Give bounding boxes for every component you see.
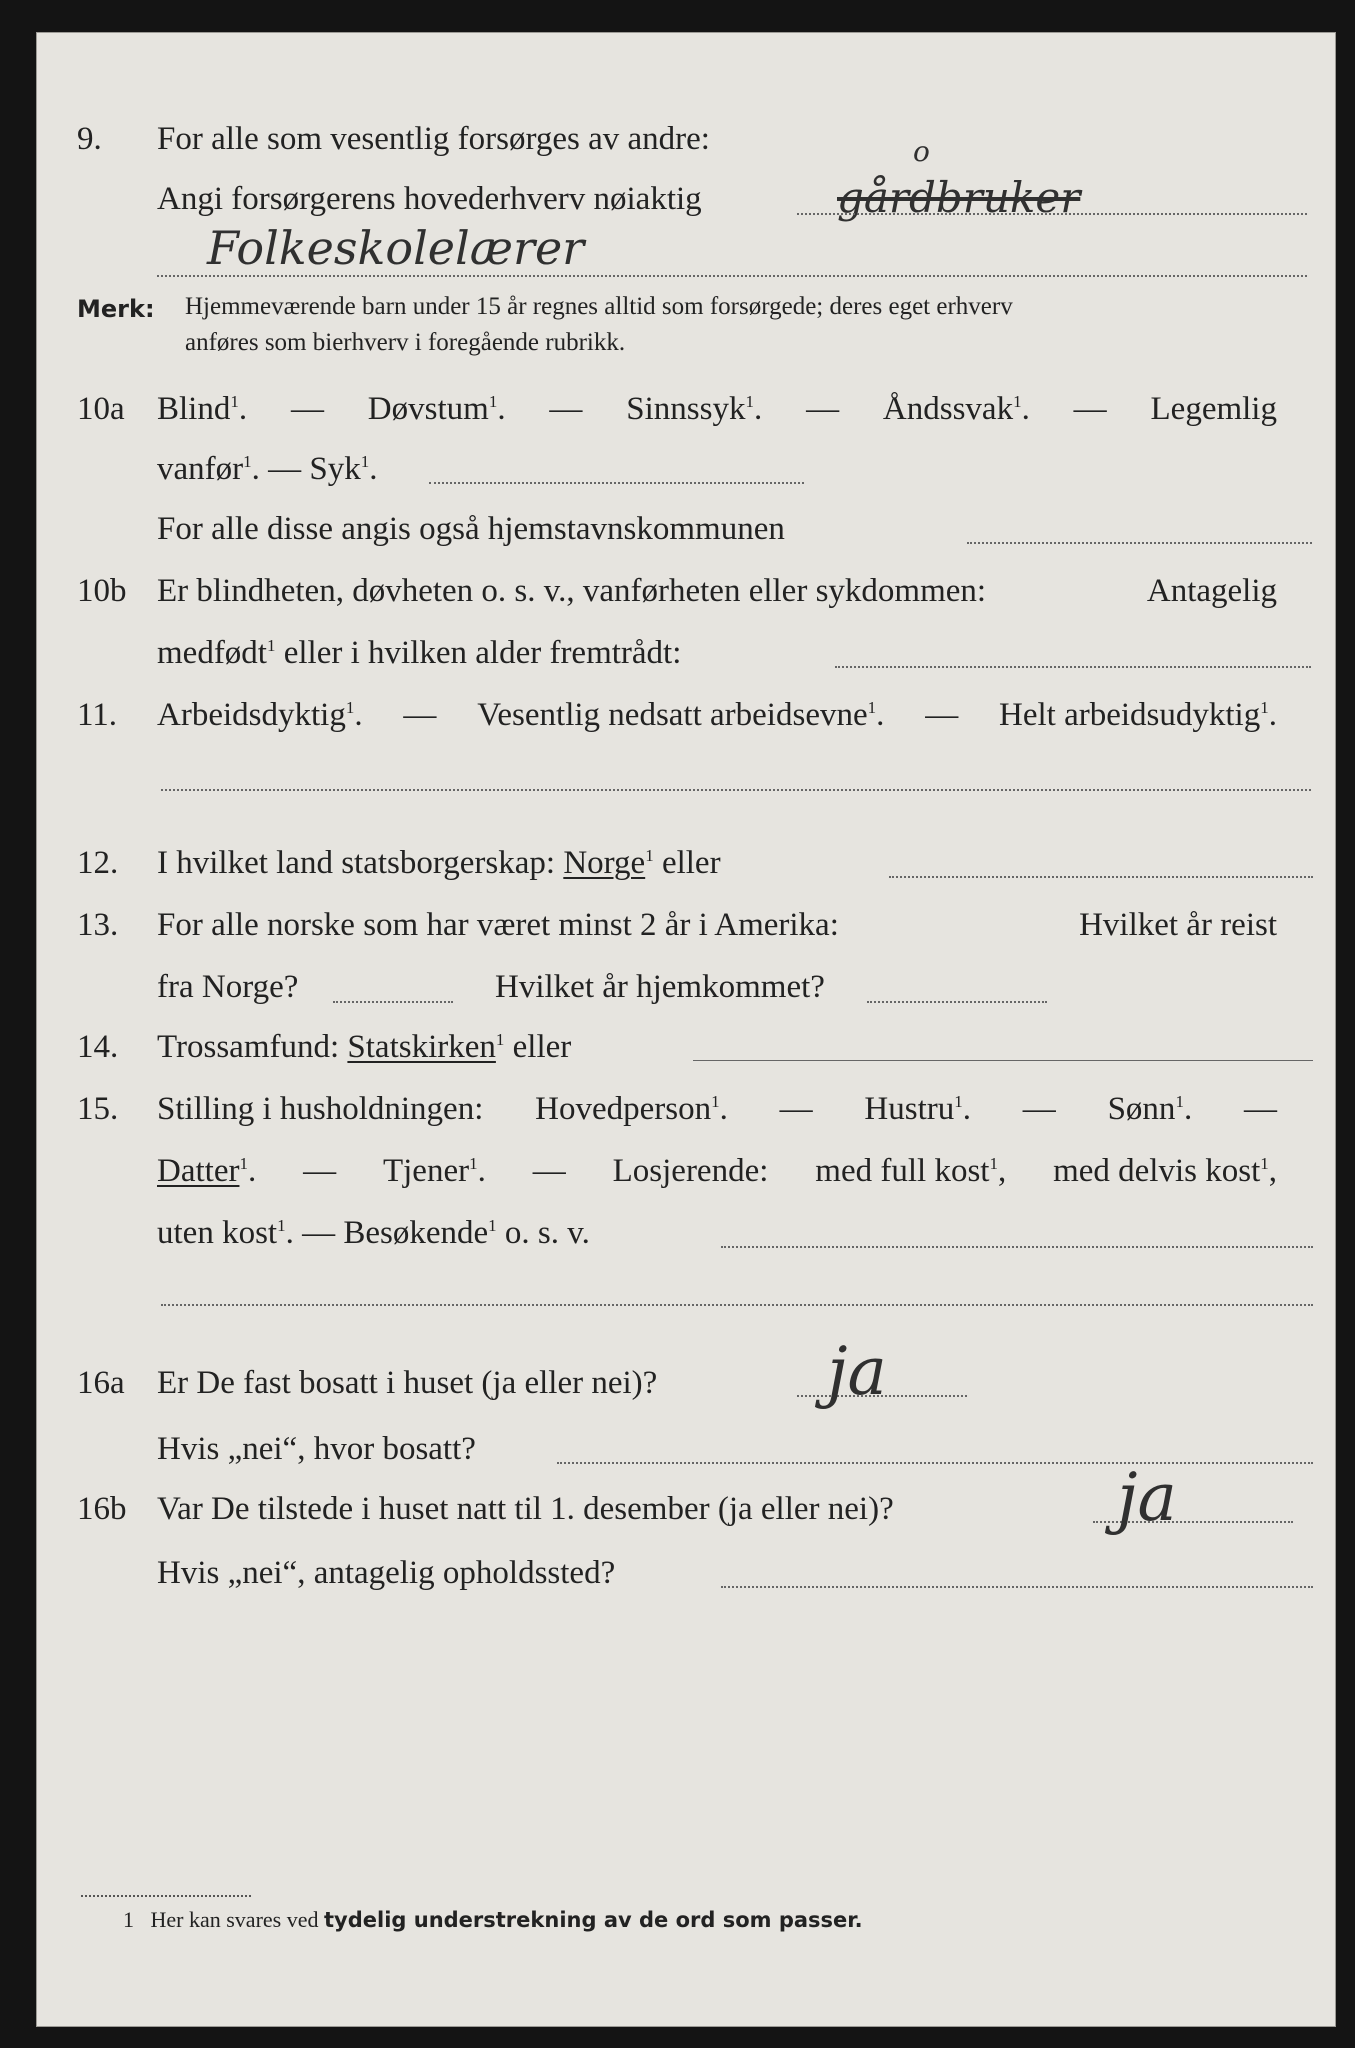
option-blind: Blind (157, 391, 231, 427)
option-vanfor: vanfør (157, 451, 244, 487)
q9-number: 9. (77, 121, 102, 157)
q9-question: For alle som vesentlig forsørges av andre: (157, 121, 710, 157)
q9-answer-line[interactable] (797, 213, 1307, 215)
q10a-number: 10a (77, 391, 125, 427)
merk-text-2: anføres som bierhverv i foregående rubrikk. (185, 329, 626, 356)
option-statskirken: Statskirken (347, 1029, 496, 1065)
q12-number: 12. (77, 845, 119, 881)
option-losjerende: Losjerende: (612, 1153, 769, 1189)
option-legemlig: Legemlig (1150, 391, 1277, 427)
q13-question-end: Hvilket år reist (1079, 907, 1277, 943)
q10b-age-label: eller i hvilken alder fremtrådt: (283, 635, 682, 671)
option-arbeidsdyktig: Arbeidsdyktig (157, 697, 346, 733)
footnote-divider (81, 1895, 251, 1897)
q10a-municipality-line[interactable] (967, 542, 1312, 544)
q15-answer-line-2[interactable] (161, 1304, 1313, 1306)
q16b-question: Var De tilstede i huset natt til 1. desember (ja eller nei)? (157, 1491, 894, 1527)
merk-text-1: Hjemmeværende barn under 15 år regnes alltid som forsørgede; deres eget erhverv (185, 293, 1013, 320)
q15-label: Stilling i husholdningen: (157, 1091, 484, 1127)
option-hovedperson: Hovedperson (535, 1091, 712, 1127)
q10b-question: Er blindheten, døvheten o. s. v., vanførheten eller sykdommen: (157, 573, 987, 609)
q9-handwriting-answer: Folkeskolelærer (207, 221, 585, 275)
q16a-number: 16a (77, 1365, 125, 1401)
q14-or: eller (512, 1029, 572, 1065)
q10a-answer-line[interactable] (429, 482, 804, 484)
q13-number: 13. (77, 907, 119, 943)
merk-label: Merk: (77, 295, 155, 323)
footnote (123, 1907, 863, 1933)
q16b-handwriting-answer: ja (1117, 1459, 1177, 1536)
q16b-number: 16b (77, 1491, 127, 1527)
option-full-kost: med full kost (815, 1153, 990, 1189)
q16a-handwriting-answer: ja (827, 1333, 887, 1410)
option-besokende: Besøkende (343, 1215, 489, 1251)
option-sonn: Sønn (1107, 1091, 1176, 1127)
option-norge: Norge (563, 845, 646, 881)
q10b-question-end: Antagelig (1146, 573, 1277, 609)
q15-etc: o. s. v. (504, 1215, 590, 1251)
option-arbeidsudyktig: Helt arbeidsudyktig (999, 697, 1261, 733)
q11-number: 11. (77, 697, 118, 733)
footnote-text: Her kan svares ved (150, 1907, 319, 1932)
q11-answer-line[interactable] (161, 789, 1311, 791)
option-dovstum: Døvstum (367, 391, 489, 427)
option-delvis-kost: med delvis kost (1053, 1153, 1261, 1189)
footnote-bold-text: tydelig understrekning av de ord som passer. (324, 1908, 863, 1932)
q13-returned-label: Hvilket år hjemkommet? (495, 969, 825, 1005)
q16b-stay-line[interactable] (721, 1586, 1313, 1588)
option-nedsatt: Vesentlig nedsatt arbeidsevne (477, 697, 868, 733)
q16b-stay-label: Hvis „nei“, antagelig opholdssted? (157, 1555, 616, 1591)
q10b-answer-line[interactable] (835, 666, 1311, 668)
q14-label: Trossamfund: (157, 1029, 340, 1065)
q10a-home-municipality-label: For alle disse angis også hjemstavnskommunen (157, 511, 785, 547)
q14-number: 14. (77, 1029, 119, 1065)
q13-question: For alle norske som har været minst 2 år i Amerika: (157, 907, 839, 943)
option-syk: Syk (309, 451, 361, 487)
option-hustru: Hustru (864, 1091, 955, 1127)
q16a-where-line[interactable] (557, 1462, 1313, 1464)
footnote-number: 1 (123, 1907, 134, 1932)
q13-departed-line[interactable] (333, 1001, 453, 1003)
option-tjener: Tjener (382, 1153, 470, 1189)
q12-or: eller (661, 845, 721, 881)
q9-handwriting-struck: gårdbruker (837, 173, 1081, 222)
q10b-congenital: medfødt (157, 635, 267, 671)
q9-provider-label: Angi forsørgerens hovederhverv nøiaktig (157, 181, 702, 217)
option-datter: Datter (157, 1153, 240, 1189)
q13-returned-line[interactable] (867, 1001, 1047, 1003)
q14-answer-line[interactable] (693, 1060, 1313, 1061)
option-sinnssyk: Sinnssyk (626, 391, 746, 427)
q12-question: I hvilket land statsborgerskap: (157, 845, 556, 881)
option-uten-kost: uten kost (157, 1215, 278, 1251)
option-andssvak: Åndssvak (882, 391, 1014, 427)
q15-number: 15. (77, 1091, 119, 1127)
q10b-number: 10b (77, 573, 127, 609)
q12-answer-line[interactable] (889, 876, 1313, 878)
q9-handwriting-mark: o (913, 135, 930, 168)
q9-answer-line-2[interactable] (157, 275, 1307, 277)
q16a-question: Er De fast bosatt i huset (ja eller nei)? (157, 1365, 658, 1401)
q15-answer-line[interactable] (721, 1246, 1313, 1248)
form-page: 9. For alle som vesentlig forsørges av andre: Angi forsørgerens hovederhverv nøiaktig o gårdbruker Folkeskolelærer Merk: Hjemmeværende barn under 15 år regnes alltid som forsørgede; deres eget erhverv anføres som bierhverv i foregående rubrikk. 10a Blind$^1$. — Døvstum$^1$. — Sinnssyk$^1$. — Åndssvak$^1$. — Legemlig vanfør$^1$. — Syk$^1$. For alle disse angis også hjemstavnskommunen 10b Er blindheten, døvheten o. s. v., vanførheten eller sykdommen: Antagelig medfødt$^1$ eller i hvilken alder fremtrådt: 11. Arbeidsdyktig$^1$. — Vesentlig nedsatt arbeidsevne$^1$. — Helt arbeidsudyktig$^1$. 12. I hvilket land statsborgerskap: Norge$^1$ eller 13. For alle norske som har været minst 2 år i Amerika: Hvilket år reist fra Norge? Hvilket år hjemkommet? 14. Trossamfund: Statskirken$^1$ eller 15. Stilling i husholdningen: Hovedperson$^1$. — Hustru$^1$. — Sønn$^1$. — Datter$^1$. — Tjener$^1$. — Losjerende: med full kost$^1$, med delvis kost$^1$, uten kost$^1$. — Besøkende$^1$ o. s. v. 16a Er De fast bosatt i huset (ja eller nei)? ja Hvis „nei“, hvor bosatt? 16b Var De tilstede i huset natt til 1. desember (ja eller nei)? ja Hvis „nei“, antagelig opholdssted? 1 Her kan svares ved tydelig understrekning av de ord som passer. (36, 32, 1336, 2027)
q16a-where-label: Hvis „nei“, hvor bosatt? (157, 1431, 476, 1467)
q13-departed-label: fra Norge? (157, 969, 299, 1005)
